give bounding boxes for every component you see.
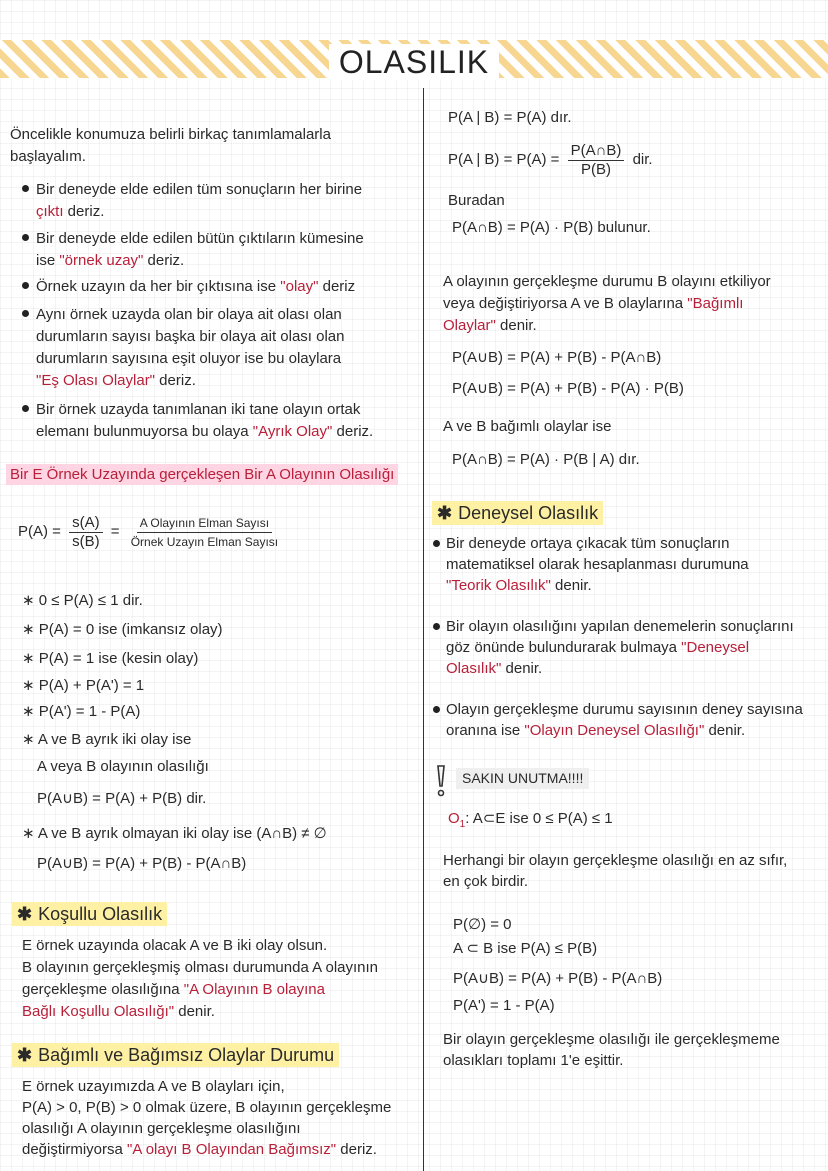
bullet-dot-icon	[22, 234, 29, 241]
page-title-wrap	[0, 44, 828, 81]
term-cikti: çıktı	[36, 203, 64, 220]
bagimli-heading	[12, 1043, 339, 1067]
term-bagimsiz: "A olayı B Olayından Bağımsız"	[127, 1141, 337, 1158]
bagimli-def-post: denir.	[495, 317, 537, 334]
rule-3: ∗ P(A) = 1 ise (kesin olay)	[22, 650, 199, 667]
bullet3-post: deriz	[318, 278, 356, 295]
formula-2-post: dir.	[632, 151, 653, 168]
term-ayrik-olay: "Ayrık Olay"	[252, 423, 333, 440]
bullet-dot-icon	[22, 282, 29, 289]
pa-num: s(A)	[69, 514, 103, 533]
deneysel-title: Deneysel Olasılık	[458, 503, 599, 523]
deneysel-heading	[432, 501, 603, 525]
bullet5-line1: Bir örnek uzayda tanımlanan iki tane olayın ortak	[36, 401, 361, 418]
bullet2-line1: Bir deneyde elde edilen bütün çıktıların kümesine	[36, 230, 364, 247]
bullet4-post: deriz.	[155, 372, 196, 389]
deneysel-b3-post: denir.	[704, 722, 746, 739]
deneysel-b3-line1: Olayın gerçekleşme durumu sayısının deney sayısına	[446, 701, 803, 718]
formula-2-lhs: P(A | B) = P(A) =	[448, 151, 560, 168]
bullet1-tail: deriz.	[63, 203, 105, 220]
bullet2-pre: ise	[36, 252, 60, 269]
bagimsiz-post: deriz.	[336, 1141, 377, 1158]
bullet2-line2	[36, 250, 184, 271]
kosullu-olasilik-heading	[12, 902, 167, 926]
formula-2	[448, 140, 653, 180]
bullet-dot-icon	[433, 706, 440, 713]
pa-lhs: P(A) =	[18, 523, 61, 540]
property-2: A ⊂ B ise P(A) ≤ P(B)	[453, 940, 598, 957]
term-teorik: "Teorik Olasılık"	[446, 577, 551, 594]
bagimsiz-pre: değiştirmiyorsa	[22, 1141, 128, 1158]
bagimli-olaylar-ise: A ve B bağımlı olaylar ise	[443, 418, 612, 435]
kosullu-line1: E örnek uzayında olacak A ve B iki olay olsun.	[22, 937, 328, 954]
bullet-dot-icon	[433, 540, 440, 547]
kosullu-title: Koşullu Olasılık	[38, 904, 163, 924]
deneysel-b1-line2: matematiksel olarak hesaplanması durumuna	[446, 556, 749, 573]
term-deneysel-2: Olasılık"	[446, 660, 502, 677]
formula-1: P(A | B) = P(A) dır.	[448, 109, 572, 126]
deneysel-b3-pre: oranına ise	[446, 722, 525, 739]
property-3: P(A∪B) = P(A) + P(B) - P(A∩B)	[453, 970, 663, 987]
o1-text: : A⊂E ise 0 ≤ P(A) ≤ 1	[465, 810, 613, 827]
term-es-olasi: "Eş Olası Olaylar"	[36, 372, 156, 389]
bullet-dot-icon	[22, 185, 29, 192]
kosullu-pre: gerçekleşme olasılığına	[22, 981, 184, 998]
bullet-dot-icon	[22, 310, 29, 317]
bullet3-line1	[36, 276, 355, 297]
column-divider	[423, 88, 424, 1171]
term-ornek-uzay: "örnek uzay"	[59, 252, 144, 269]
pa-den: s(B)	[72, 532, 100, 550]
bagimli-def-pre: veya değiştiriyorsa A ve B olaylarına	[443, 295, 688, 312]
term-kosullu-1: "A Olayının B olayına	[183, 981, 325, 998]
intro-line-2: başlayalım.	[10, 148, 86, 165]
sum-line1: Bir olayın gerçekleşme olasılığı ile gerçekleşmeme	[443, 1031, 780, 1048]
term-bagimli-1: "Bağımlı	[687, 295, 744, 312]
section-title-olasilik: Bir E Örnek Uzayında gerçekleşen Bir A Olayının Olasılığı	[6, 464, 398, 485]
sakin-unutma-label: SAKIN UNUTMA!!!!	[456, 768, 589, 789]
term-deneysel-olasilik: "Olayın Deneysel Olasılığı"	[524, 722, 705, 739]
bullet5-post: deriz.	[332, 423, 374, 440]
bagimli-title: Bağımlı ve Bağımsız Olaylar Durumu	[38, 1045, 335, 1065]
bullet4-line2: durumların sayısı başka bir olaya ait olası olan	[36, 328, 345, 345]
kosullu-line2: B olayının gerçekleşmiş olması durumunda A olayının	[22, 959, 379, 976]
property-1: P(∅) = 0	[453, 916, 512, 933]
rule-4: ∗ P(A) + P(A') = 1	[22, 677, 145, 694]
bullet4-line3: durumların sayısına eşit oluyor ise bu olaylara	[36, 350, 342, 367]
pa-num2: A Olayının Elman Sayısı	[137, 514, 272, 533]
bullet1-line2	[36, 201, 104, 222]
asterisk-icon: ✱	[17, 1045, 33, 1065]
deneysel-b1-line1: Bir deneyde ortaya çıkacak tüm sonuçların	[446, 535, 730, 552]
term-deneysel-1: "Deneysel	[681, 639, 750, 656]
formula-3: P(A∩B) = P(A) · P(B) bulunur.	[452, 219, 651, 236]
pa-fraction-1	[69, 514, 103, 551]
pa-den2: Örnek Uzayın Elman Sayısı	[130, 534, 279, 549]
formula-6: P(A∩B) = P(A) · P(B | A) dır.	[452, 451, 640, 468]
asterisk-icon: ✱	[17, 904, 33, 924]
term-bagimli-2: Olaylar"	[443, 317, 496, 334]
exclamation-icon	[434, 764, 448, 803]
deneysel-b2-post: denir.	[501, 660, 543, 677]
bagimsiz-line3: olasılığı A olayının gerçekleşme olasılığını	[22, 1120, 301, 1137]
bagimli-def-line2	[443, 293, 743, 314]
o1-symbol: O	[448, 810, 460, 827]
deneysel-b2-pre: göz önünde bulundurarak bulmaya	[446, 639, 682, 656]
rule-2: ∗ P(A) = 0 ise (imkansız olay)	[22, 621, 223, 638]
bullet4-line1: Aynı örnek uzayda olan bir olaya ait olası olan	[36, 306, 342, 323]
deneysel-b2-line3	[446, 658, 542, 679]
bagimli-def-line1: A olayının gerçekleşme durumu B olayını etkiliyor	[443, 273, 771, 290]
deneysel-b1-line3	[446, 575, 592, 596]
formula-2-den: P(B)	[581, 160, 611, 178]
page-title: OLASILIK	[329, 44, 499, 80]
o1-subscript: 1	[459, 819, 466, 830]
formula-5: P(A∪B) = P(A) + P(B) - P(A) · P(B)	[452, 380, 684, 397]
rule-6: ∗ A ve B ayrık iki olay ise	[22, 731, 192, 748]
rule-6c: P(A∪B) = P(A) + P(B) dir.	[37, 790, 207, 807]
kosullu-line4	[22, 1001, 215, 1022]
bullet1-line1: Bir deneyde elde edilen tüm sonuçların her birine	[36, 181, 363, 198]
rule-6b: A veya B olayının olasılığı	[37, 758, 209, 775]
bagimli-def-line3	[443, 315, 537, 336]
bagimsiz-line1: E örnek uzayımızda A ve B olayları için,	[22, 1078, 285, 1095]
herhangi-line2: en çok birdir.	[443, 873, 529, 890]
formula-2-fraction	[568, 142, 625, 179]
sum-line2: olasıkları toplamı 1'e eşittir.	[443, 1052, 624, 1069]
rule-7b: P(A∪B) = P(A) + P(B) - P(A∩B)	[37, 855, 247, 872]
buradan: Buradan	[448, 192, 505, 209]
formula-4: P(A∪B) = P(A) + P(B) - P(A∩B)	[452, 349, 662, 366]
term-olay: "olay"	[280, 278, 319, 295]
deneysel-b2-line1: Bir olayın olasılığını yapılan denemelerin sonuçlarını	[446, 618, 794, 635]
bagimsiz-line4	[22, 1139, 377, 1160]
rule-1: ∗ 0 ≤ P(A) ≤ 1 dir.	[22, 592, 143, 609]
formula-2-num: P(A∩B)	[568, 142, 625, 161]
bullet-dot-icon	[433, 623, 440, 630]
pa-eq: =	[110, 523, 120, 540]
intro-line-1: Öncelikle konumuza belirli birkaç tanımlamalarla	[10, 126, 331, 143]
rule-5: ∗ P(A') = 1 - P(A)	[22, 703, 141, 720]
kosullu-post: denir.	[174, 1003, 215, 1020]
bullet5-pre: elemanı bulunmuyorsa bu olaya	[36, 423, 253, 440]
o1-rule	[448, 808, 613, 835]
bullet2-post: deriz.	[143, 252, 185, 269]
deneysel-b2-line2	[446, 637, 749, 658]
bullet3-pre: Örnek uzayın da her bir çıktısına ise	[36, 278, 281, 295]
kosullu-line3	[22, 979, 325, 1000]
term-kosullu-2: Bağlı Koşullu Olasılığı"	[22, 1003, 175, 1020]
bullet-dot-icon	[22, 405, 29, 412]
bagimsiz-line2: P(A) > 0, P(B) > 0 olmak üzere, B olayının gerçekleşme	[22, 1099, 392, 1116]
bullet4-line4	[36, 370, 196, 391]
bullet5-line2	[36, 421, 373, 442]
herhangi-line1: Herhangi bir olayın gerçekleşme olasılığı en az sıfır,	[443, 852, 788, 869]
deneysel-b3-line2	[446, 720, 745, 741]
pa-formula	[18, 512, 285, 552]
deneysel-b1-post: denir.	[550, 577, 592, 594]
rule-7: ∗ A ve B ayrık olmayan iki olay ise (A∩B) ≠ ∅	[22, 825, 327, 842]
asterisk-icon: ✱	[437, 503, 453, 523]
pa-fraction-2	[128, 514, 281, 551]
property-4: P(A') = 1 - P(A)	[453, 997, 555, 1014]
